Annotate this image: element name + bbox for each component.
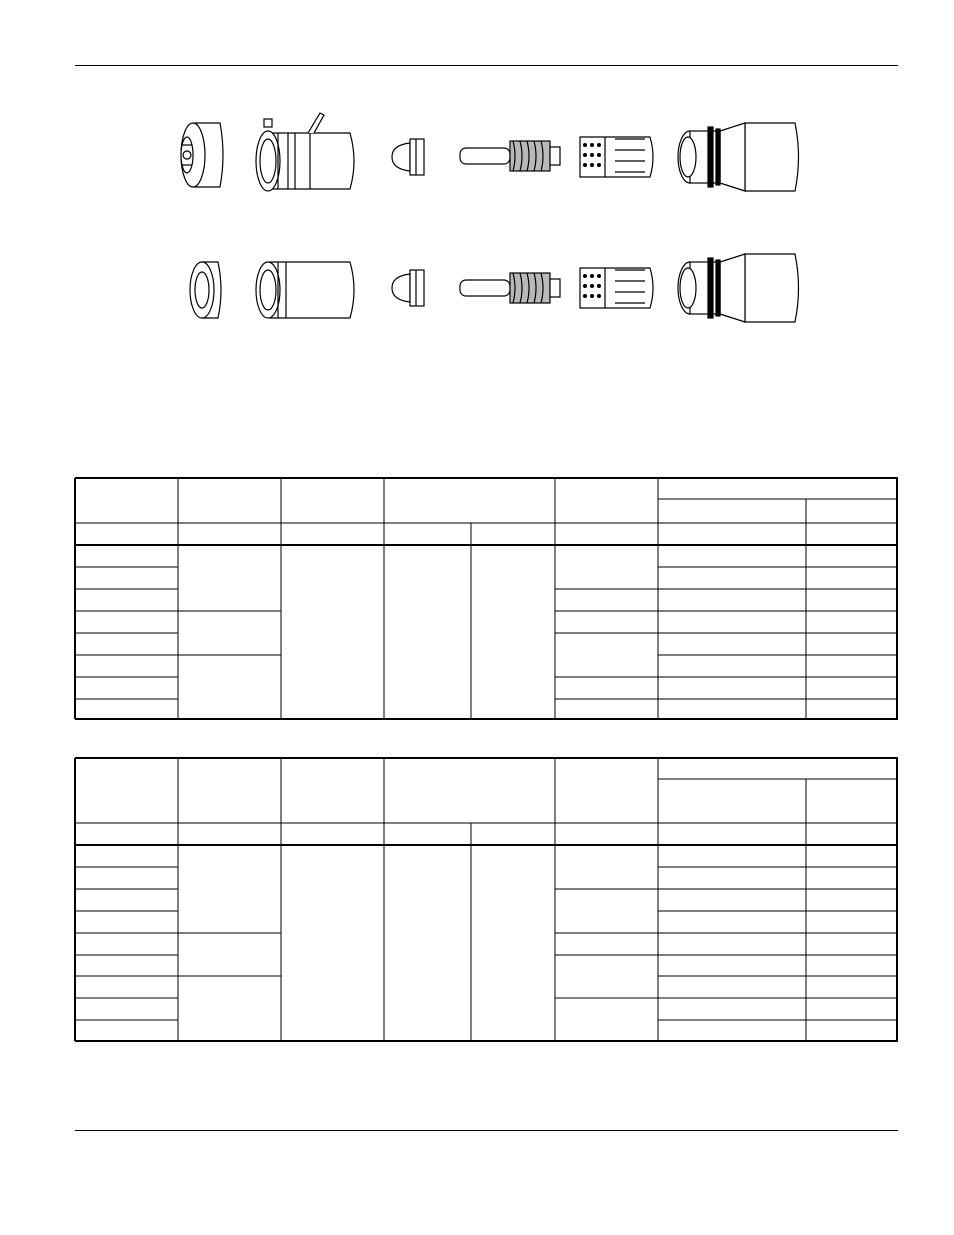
parts-illustration-row-2 [160,240,820,340]
electrode-icon [460,273,560,303]
electrode-icon [460,141,560,171]
torch-body-icon [678,254,799,322]
retaining-cap-icon [256,262,354,318]
parts-illustration-row-1 [160,105,820,205]
nozzle-icon [392,270,424,306]
consumables-table-1 [75,478,898,720]
retaining-cap-icon [256,113,354,191]
swirl-ring-icon [580,137,653,177]
header-rule [75,65,898,66]
torch-body-icon [678,123,799,191]
footer-rule [75,1130,898,1131]
swirl-ring-icon [580,268,653,308]
nozzle-icon [392,139,424,175]
shield-icon [190,262,221,318]
consumables-table-2 [75,758,898,1042]
shield-icon [181,123,223,187]
